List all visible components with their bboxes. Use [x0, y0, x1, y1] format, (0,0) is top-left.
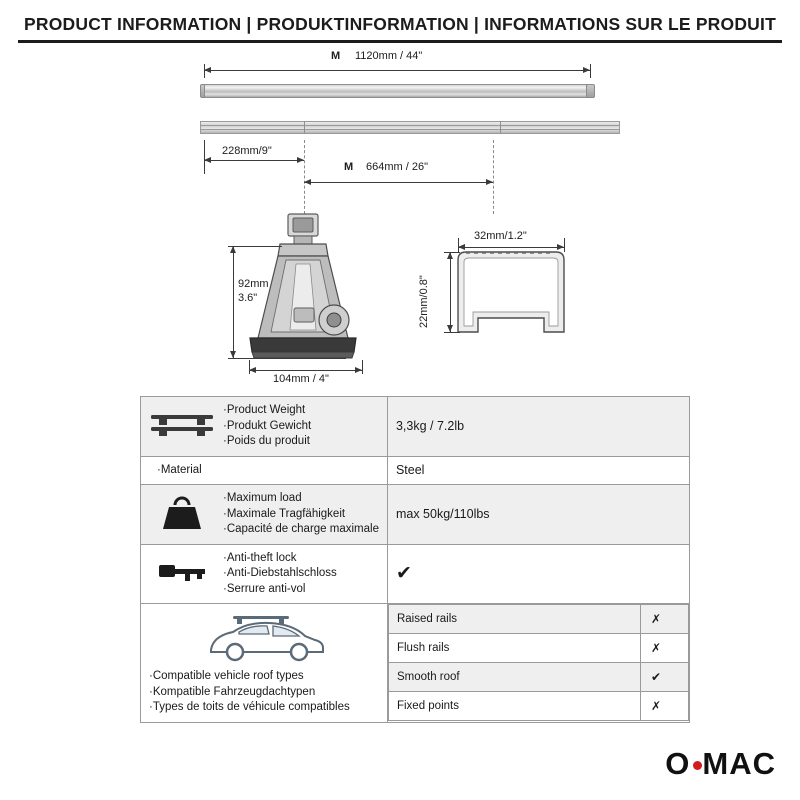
label-fr-roof-types: ·Types de toits de véhicule compatibles: [149, 701, 350, 714]
foot-height-dimension-line: [233, 246, 234, 358]
xsec-width-arrow-left: [458, 244, 465, 250]
xsec-width-tick-right: [564, 238, 565, 252]
table-row-roof-types: [141, 604, 690, 723]
foot-height-arrow-up: [230, 246, 236, 253]
row-value-max-load: max 50kg/110lbs: [387, 485, 689, 545]
row-labels-max-load: [223, 491, 379, 538]
overall-arrow-right: [583, 67, 590, 73]
xsec-width-dimension-line: [458, 247, 564, 248]
offset-dimension-line: [204, 160, 304, 161]
foot-width-dimension-line: [249, 370, 362, 371]
label-en-anti-theft: ·Anti-theft lock: [223, 551, 297, 564]
overall-arrow-left: [204, 67, 211, 73]
label-en-weight: ·Product Weight: [223, 404, 306, 416]
lock-key-icon: [149, 555, 215, 592]
row-value-material: Steel: [387, 456, 689, 485]
table-row-product-weight: [141, 397, 690, 457]
roof-option-row-fixed-points: [388, 692, 688, 721]
xsec-height-tick-top: [444, 252, 460, 253]
crossbar-seam-right: [500, 121, 501, 134]
roof-option-mark-flush-rails: ✗: [641, 634, 689, 663]
crossbar-top-body: [200, 121, 620, 134]
row-label-cell-max-load: [141, 485, 388, 545]
foot-height-tick-top: [228, 246, 282, 247]
crossbar-end-cap-right: [586, 84, 595, 98]
crossbar-groove-1: [200, 125, 620, 126]
cross-section-svg: [452, 248, 582, 340]
crossbar-cross-section: [452, 248, 582, 340]
xsec-width-arrow-right: [557, 244, 564, 250]
brand-logo: [665, 746, 776, 782]
crossbar-groove-2: [200, 129, 620, 130]
offset-arrow-left: [204, 157, 211, 163]
xsec-height-tick-bottom: [444, 332, 460, 333]
row-value-weight: 3,3kg / 7.2lb: [387, 397, 689, 457]
roof-option-row-flush-rails: [388, 634, 688, 663]
car-with-rack-icon: [199, 653, 329, 665]
roof-option-name-smooth-roof: Smooth roof: [388, 663, 640, 692]
crossbar-side-view: [204, 84, 590, 98]
roof-option-name-fixed-points: Fixed points: [388, 692, 640, 721]
overall-tick-right: [590, 64, 591, 78]
crossbars-icon: [149, 407, 215, 446]
header-divider: [18, 40, 782, 43]
roof-option-mark-smooth-roof: ✔: [641, 663, 689, 692]
row-label-cell-roof-types: [141, 604, 388, 723]
row-label-cell-weight: [141, 397, 388, 457]
label-en-roof-types: ·Compatible vehicle roof types: [149, 670, 304, 683]
label-en-max-load: ·Maximum load: [223, 492, 302, 505]
leader-right: [493, 140, 494, 214]
roof-options-cell: [387, 604, 689, 723]
overall-tick-left: [204, 64, 205, 78]
foot-width-arrow-left: [249, 367, 256, 373]
crossbar-top-view: [200, 118, 620, 138]
table-row-material: [141, 456, 690, 485]
foot-height-value-mm: 92mm: [238, 278, 269, 290]
spread-dimension-m: M: [344, 161, 354, 173]
row-labels-weight: [223, 403, 311, 450]
label-material: ·Material: [157, 463, 202, 476]
row-labels-roof-types: [149, 669, 379, 716]
spread-arrow-left: [304, 179, 311, 185]
foot-width-tick-right: [362, 360, 363, 374]
overall-dimension-m: M: [331, 50, 341, 62]
label-de-max-load: ·Maximale Tragfähigkeit: [223, 507, 346, 520]
foot-height-arrow-down: [230, 351, 236, 358]
label-fr-anti-theft: ·Serrure anti-vol: [223, 582, 306, 595]
row-label-cell-anti-theft: [141, 544, 388, 604]
offset-dimension-value: 228mm/9": [222, 145, 272, 157]
crossbar-seam-left: [304, 121, 305, 134]
row-value-anti-theft: ✔: [387, 544, 689, 604]
overall-dimension-value: 1120mm / 44": [355, 50, 423, 62]
spread-arrow-right: [486, 179, 493, 185]
label-fr-weight: ·Poids du produit: [223, 435, 310, 448]
foot-height-value-in: 3.6": [238, 292, 258, 304]
specification-table: [140, 396, 690, 723]
table-row-max-load: [141, 485, 690, 545]
table-row-anti-theft: [141, 544, 690, 604]
xsec-width-value: 32mm/1.2": [474, 230, 527, 242]
brand-logo-text: MAC: [702, 746, 776, 781]
roof-option-mark-fixed-points: ✗: [641, 692, 689, 721]
xsec-height-arrow-down: [447, 325, 453, 332]
foot-width-arrow-right: [355, 367, 362, 373]
row-labels-anti-theft: [223, 551, 337, 598]
xsec-height-value: 22mm/0.8": [418, 275, 430, 328]
leader-left: [304, 140, 305, 214]
foot-width-value: 104mm / 4": [273, 373, 329, 385]
roof-option-mark-raised-rails: ✗: [641, 605, 689, 634]
page-title: PRODUCT INFORMATION | PRODUKTINFORMATION | INFORMATIONS SUR LE PRODUIT: [24, 14, 776, 34]
row-label-cell-material: [141, 456, 388, 485]
roof-option-row-raised-rails: [388, 605, 688, 634]
weight-icon: [149, 493, 215, 536]
xsec-height-dimension-line: [450, 252, 451, 332]
label-de-roof-types: ·Kompatible Fahrzeugdachtypen: [149, 685, 316, 698]
label-de-anti-theft: ·Anti-Diebstahlschloss: [223, 567, 337, 580]
overall-dimension-line: [204, 70, 590, 71]
roof-option-name-raised-rails: Raised rails: [388, 605, 640, 634]
roof-options-table: [388, 604, 689, 721]
roof-option-name-flush-rails: Flush rails: [388, 634, 640, 663]
offset-arrow-right: [297, 157, 304, 163]
foot-height-tick-bottom: [228, 358, 346, 359]
xsec-height-arrow-up: [447, 252, 453, 259]
roof-option-row-smooth-roof: [388, 663, 688, 692]
spread-dimension-line: [304, 182, 493, 183]
brand-logo-prefix: O: [665, 746, 691, 781]
label-fr-max-load: ·Capacité de charge maximale: [223, 523, 379, 536]
label-de-weight: ·Produkt Gewicht: [223, 419, 312, 432]
spread-dimension-value: 664mm / 26": [366, 161, 428, 173]
